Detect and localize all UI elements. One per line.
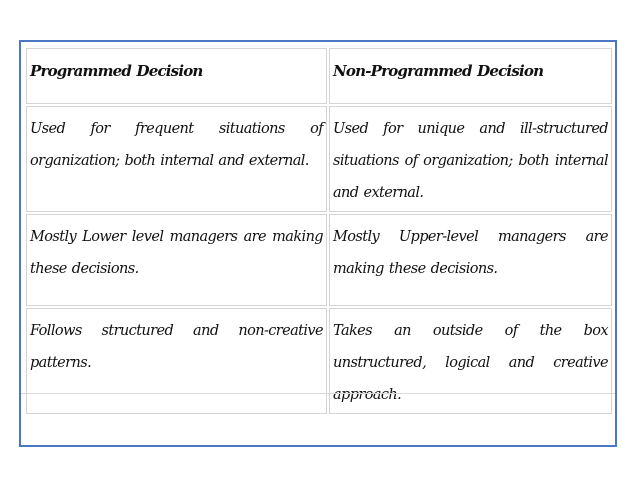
table-cell: Follows structured and non-creative patterns. xyxy=(26,308,327,414)
frame-divider xyxy=(21,393,615,394)
table-cell: Takes an outside of the box unstructured, logical and creative approach. xyxy=(329,308,612,414)
header-programmed-decision: Programmed Decision xyxy=(26,48,327,104)
comparison-table xyxy=(24,46,614,416)
table-header-row xyxy=(26,48,612,104)
slide-frame xyxy=(19,40,617,447)
table-row xyxy=(26,308,612,414)
table-row xyxy=(26,106,612,212)
table-cell: Used for frequent situations of organization; both internal and external. xyxy=(26,106,327,212)
table-row xyxy=(26,214,612,306)
header-non-programmed-decision: Non-Programmed Decision xyxy=(329,48,612,104)
table-cell: Mostly Upper-level managers are making these decisions. xyxy=(329,214,612,306)
table-cell: Mostly Lower level managers are making these decisions. xyxy=(26,214,327,306)
table-cell: Used for unique and ill-structured situations of organization; both internal and external. xyxy=(329,106,612,212)
